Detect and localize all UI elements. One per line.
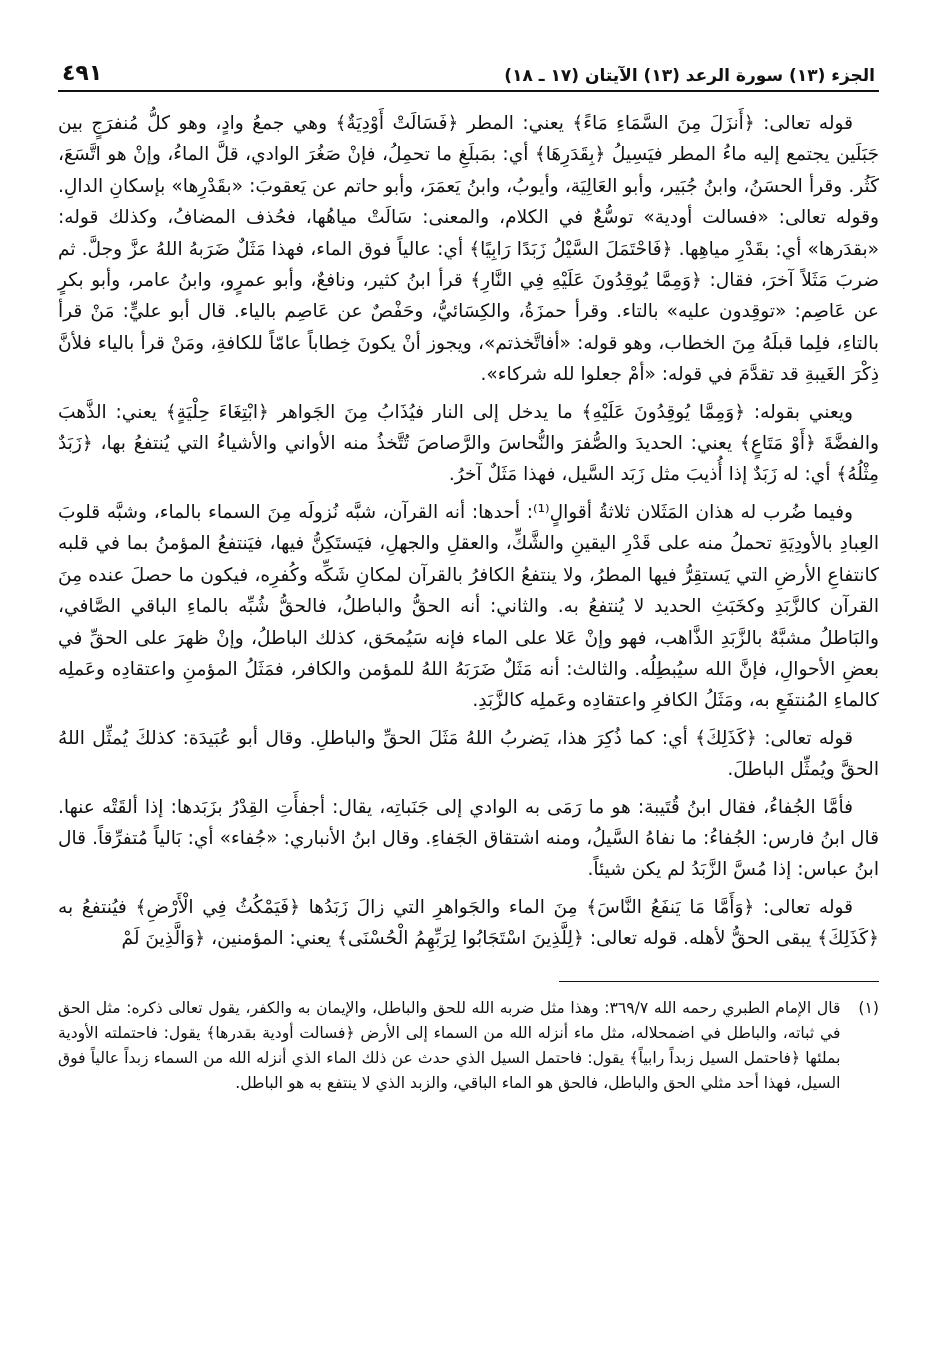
page-number: ٤٩١ <box>62 61 103 86</box>
paragraph: قوله تعالى: ﴿كَذَلِكَ﴾ أي: كما ذُكِرَ هذا، يَضربُ اللهُ مَثَلَ الحقِّ والباطلِ. وقال أبو عُبَيدَة: كذلكَ يُمثِّل اللهُ الحقَّ ويُمثِّل الباطلَ. <box>58 727 879 781</box>
main-text <box>58 92 879 955</box>
paragraph: ويعني بقوله: ﴿وَمِمَّا يُوقِدُونَ عَلَيْهِ﴾ ما يدخل إلى النار فيُذَابُ مِنَ الجَواهر ﴿ابْتِغَاءَ حِلْيَةٍ﴾ يعني: الذَّهبَ والفضَّةَ ﴿أَوْ مَتَاعٍ﴾ يعني: الحديدَ والصُّفرَ والنُّحاسَ والرَّصاصَ تُتَّخذُ منه الأواني والأشياءُ التي يُنتفعُ بها، ﴿زَبَدٌ مِثْلُهُ﴾ أي: له زَبَدٌ إذا أُذيبَ مثل زَبَد السَّيل، فهذا مَثَلٌ آخرُ. <box>58 401 879 486</box>
paragraph: قوله تعالى: ﴿أَنزَلَ مِنَ السَّمَاءِ مَاءً﴾ يعني: المطر ﴿فَسَالَتْ أَوْدِيَةٌ﴾ وهي جمعُ وادٍ، وهو كلُّ مُنفرَجٍ بين جَبَلَين يجتمع إليه ماءُ المطر فيَسِيلُ ﴿بِقَدَرِهَا﴾ أي: بمَبلَغِ ما تحمِلُ، فإنْ صَغُرَ الوادي، قلَّ الماءُ، وإنْ هو اتَّسَعَ، كَثُر. وقرأ الحسَنُ، وابنُ جُبَير، وأبو العَالِيَة، وأيوبُ، وابنُ يَعمَرَ، وأبو حاتم عن يَعقوبَ: «بقَدْرِها» بإسكانِ الدالِ. وقوله تعالى: «فسالت أودية» توسُّعٌ في الكلام، والمعنى: سَالَتْ مياهُها، فحُذف المضافُ، وكذلك قوله: «بقدَرها» أي: بقَدْرِ مياهِها. ﴿فَاحْتَمَلَ السَّيْلُ زَبَدًا رَابِيًا﴾ أي: عالياً فوق الماء، فهذا مَثَلٌ ضَرَبهُ اللهُ عزَّ وجلَّ. ثم ضربَ مَثَلاً آخرَ، فقال: ﴿وَمِمَّا يُوقِدُونَ عَلَيْهِ فِي النَّارِ﴾ قرأ ابنُ كثير، ونافعٌ، وأبو عمرٍو، وابنُ عامر، وأبو بكرٍ عن عَاصِم: «توقِدون عليه» بالتاء. وقرأ حمزَةُ، والكِسَائيُّ، وحَفْصٌ عن عَاصِم بالياء. قال أبو عليٍّ: مَنْ قرأ بالتاءِ، فلِما قبلَهُ مِنَ الخطاب، وهو قوله: «أفاتَّخذتم»، ويجوز أنْ يكونَ خِطاباً عامّاً للكافةِ، ومَنْ قرأ بالياء فلأنَّ ذِكْرَ الغَيبةِ قد تقدَّمَ في قوله: «أمْ جعلوا لله شركاء». <box>58 113 879 386</box>
footnote-marker: (١) <box>858 998 879 1017</box>
paragraph: قوله تعالى: ﴿وَأَمَّا مَا يَنفَعُ النَّاسَ﴾ مِنَ الماء والجَواهرِ التي زالَ زَبَدُها ﴿فَيَمْكُثُ فِي الْأَرْضِ﴾ فيُنتفعُ به ﴿كَذَلِكَ﴾ يبقى الحقُّ لأهله. قوله تعالى: ﴿لِلَّذِينَ اسْتَجَابُوا لِرَبِّهِمُ الْحُسْنَى﴾ يعني: المؤمنين، ﴿وَالَّذِينَ لَمْ <box>58 896 879 950</box>
running-header <box>58 56 879 92</box>
footnote <box>58 996 879 1096</box>
footnote-divider <box>559 981 879 982</box>
paragraph: فأمَّا الجُفاءُ، فقال ابنُ قُتَيبة: هو ما رَمَى به الوادي إلى جَنَباتِه، يقال: أجفأَتِ القِدْرُ بزَبَدها: إذا ألقَتْه عنها. قال ابنُ فارس: الجُفاءُ: ما نفاهُ السَّيلُ، ومنه اشتقاق الجَفاءِ. وقال ابنُ الأنباري: «جُفاء» أي: بَالياً مُتفرِّقاً. قال ابنُ عباس: إذا مُسَّ الزَّبَدُ لم يكن شيئاً. <box>58 796 879 881</box>
book-page <box>58 56 879 1370</box>
running-title: الجزء (١٣) سورة الرعد (١٣) الآيتان (١٧ ـ ١٨) <box>504 66 875 86</box>
footnote-text: قال الإمام الطبري رحمه الله ٣٦٩/٧: وهذا مثل ضربه الله للحق والباطل، والإيمان به والكفر، يقول تعالى ذكره: مثل الحق في ثباته، والباطل في اضمحلاله، مثل ماء أنزله الله من السماء إلى الأرض ﴿فسالت أودية بقدرها﴾ يقول: فاحتملته الأودية بملئها ﴿فاحتمل السيل زبداً رابياً﴾ يقول: فاحتمل السيل الذي حدث عن ذلك الماء الذي أنزله الله من السماء زبداً عالياً فوق السيل، فهذا أحد مثلي الحق والباطل، فالحق هو الماء الباقي، والزبد الذي لا ينتفع به هو الباطل. <box>58 998 841 1092</box>
paragraph: وفيما ضُرب له هذان المَثَلان ثلاثةُ أقوالٍ⁽¹⁾: أحدها: أنه القرآن، شبَّه نُزولَه مِنَ السماء بالماء، وشبَّه قلوبَ العِبادِ بالأودِيَةِ تحملُ منه على قَدْرِ اليقينِ والشَّكِّ، والعقلِ والجهلِ، فيَستَكِنُّ فيها، فيَنتفعُ المؤمنُ بما في قلبه كانتفاعِ الأرضِ التي يَستقِرُّ فيها المطرُ، ولا ينتفعُ الكافرُ بالقرآن لمكانِ شَكِّه وكُفرِه، فيكون ما حصلَ عنده مِنَ القرآن كالزَّبَدِ وكخَبَثِ الحديد لا يُنتفعُ به. والثاني: أنه الحقُّ والباطلُ، فالحقُّ شُبِّه بالماءِ الباقي الصَّافي، والبَاطلُ مشبَّهٌ بالزَّبَدِ الذَّاهب، فهو وإنْ عَلا على الماء فإنه سَيُمحَق، كذلك الباطلُ، وإنْ ظهرَ على الحقِّ في بعضِ الأحوالِ، فإنَّ الله سيُبطِلُه. والثالث: أنه مَثَلٌ ضَرَبَهُ اللهُ للمؤمن والكافر، فمَثَلُ المؤمنِ واعتقادِه وعَملِه كالماءِ المُنتفَعِ به، ومَثَلُ الكافرِ واعتقادِه وعَملِه كالزَّبَدِ. <box>58 501 879 712</box>
